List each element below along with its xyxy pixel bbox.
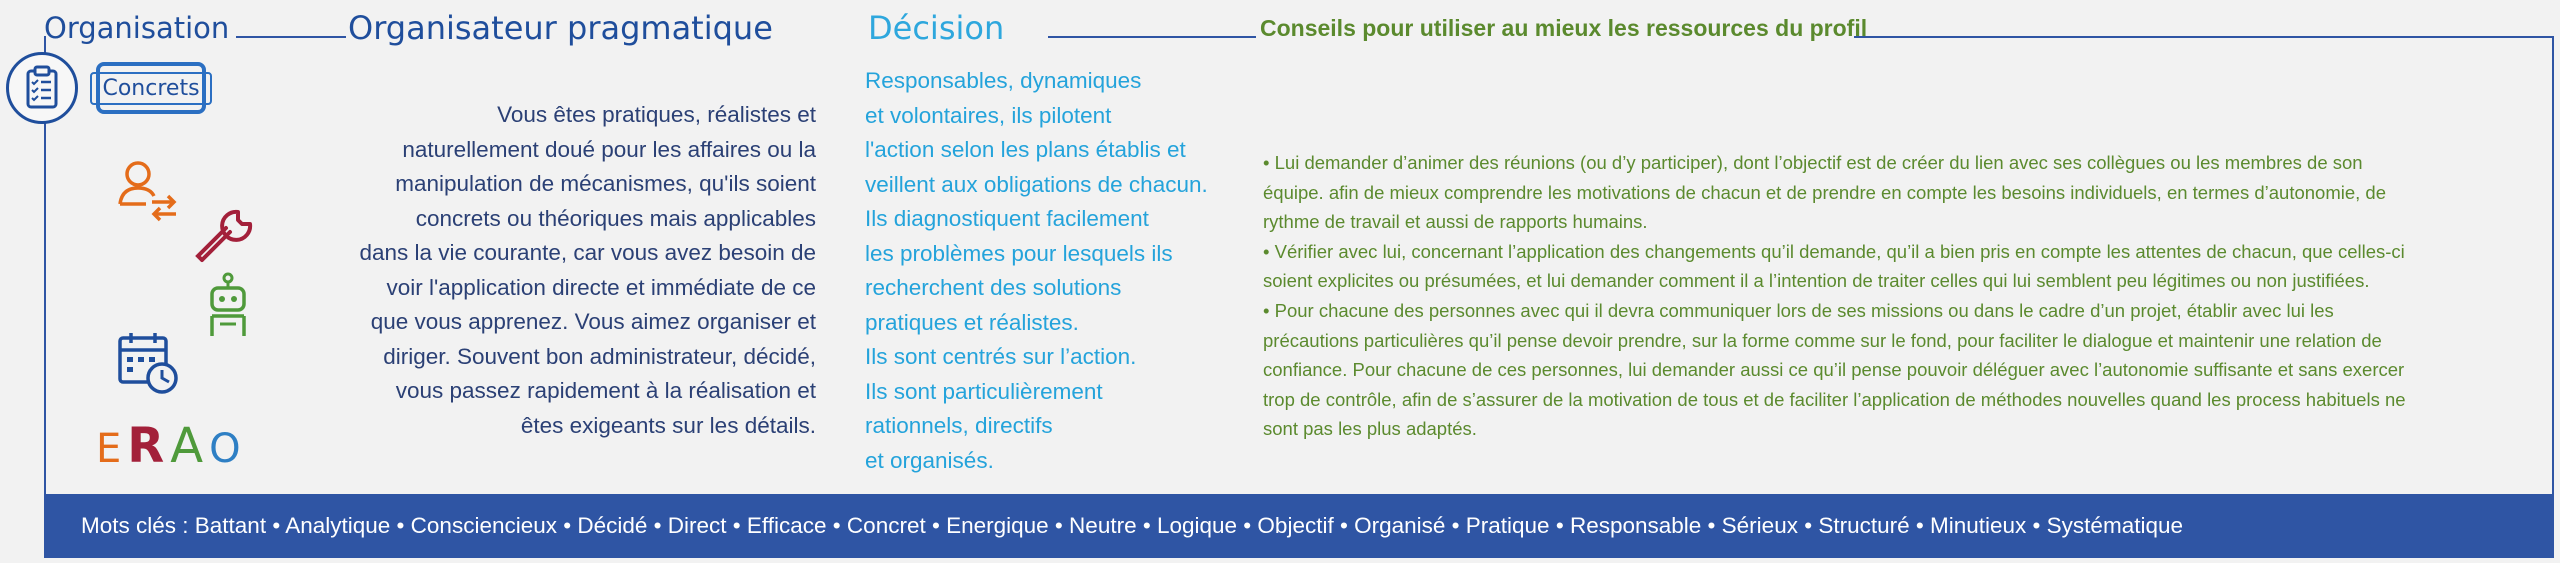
erao-letter: R — [127, 418, 171, 474]
decision-line: les problèmes pour lesquels ils — [865, 240, 1173, 266]
erao-letter: A — [170, 418, 210, 474]
calendar-clock-icon — [116, 330, 182, 401]
erao-letter: E — [96, 426, 128, 472]
profile-line: diriger. Souvent bon administrateur, décidé, — [383, 343, 816, 369]
header-rule-1 — [236, 36, 346, 38]
profile-line: Vous êtes pratiques, réalistes et — [497, 102, 816, 127]
robot-icon — [196, 272, 260, 347]
clipboard-icon — [6, 52, 78, 124]
decision-line: pratiques et réalistes. — [865, 309, 1079, 335]
decision-line: l'action selon les plans établis et — [865, 137, 1186, 162]
decision-line: rationnels, directifs — [865, 413, 1053, 438]
frame-line-right — [2552, 36, 2554, 558]
erao-logo — [96, 418, 247, 474]
section-title-organisation: Organisation — [44, 11, 230, 45]
profile-type-badge — [96, 62, 206, 114]
wrench-icon — [192, 200, 262, 275]
tip-line: • Lui demander d’animer des réunions (ou d’y participer), dont l’objectif est de créer du lien avec ses collègues ou les membres de son — [1263, 152, 2363, 173]
tip-line: trop de contrôle, afin de s’assurer de la motivation de tous et de faciliter l’application de méthodes nouvelles quand les process habituels ne — [1263, 388, 2406, 410]
decision-line: Ils diagnostiquent facilement — [865, 206, 1149, 231]
profile-line: que vous apprenez. Vous aimez organiser et — [370, 309, 816, 334]
tips-list — [1263, 148, 2503, 444]
profile-description — [336, 98, 816, 443]
tip-line: • Vérifier avec lui, concernant l’application des changements qu’il demande, qu’il a bien pris en compte les attentes de chacun, que celles-ci — [1263, 240, 2405, 262]
decision-line: veillent aux obligations de chacun. — [865, 171, 1208, 197]
tip-line: précautions particulières qu’il pense devoir prendre, sur la forme comme sur le fond, pour faciliter le dialogue et maintenir une relation de — [1263, 329, 2382, 351]
keywords-text: Mots clés : Battant • Analytique • Consciencieux • Décidé • Direct • Efficace • Concret • Energique • Neutre • Logique • Objectif • Organisé • Pratique • Responsable • Sérieux • Structuré • Minutieux • Systématique — [81, 513, 2183, 538]
tip-line: • Pour chacune des personnes avec qui il devra communiquer lors de ses missions ou dans le cadre d’un projet, établir avec lui les — [1263, 299, 2334, 321]
tip-line: soient explicites ou présumées, et lui demander comment il a l’intention de traiter celles qui lui semblent peu légitimes ou non justifiées. — [1263, 270, 2370, 292]
decision-line: et organisés. — [865, 447, 994, 473]
profile-line: naturellement doué pour les affaires ou la — [402, 136, 816, 162]
tip-line: sont pas les plus adaptés. — [1263, 418, 1477, 440]
header-rule-3 — [1854, 36, 2554, 38]
decision-line: Ils sont particulièrement — [865, 378, 1103, 404]
decision-line: Ils sont centrés sur l’action. — [865, 344, 1137, 369]
profile-line: concrets ou théoriques mais applicables — [415, 205, 816, 231]
keywords-bar — [45, 494, 2553, 558]
decision-description — [865, 64, 1265, 478]
header-rule-2 — [1048, 36, 1256, 38]
profile-title: Organisateur pragmatique — [348, 9, 773, 47]
decision-line: et volontaires, ils pilotent — [865, 102, 1112, 128]
erao-letter: O — [209, 426, 247, 472]
person-exchange-icon — [114, 158, 182, 227]
profile-line: dans la vie courante, car vous avez besoin de — [359, 240, 816, 265]
section-title-tips: Conseils pour utiliser au mieux les ressources du profil — [1260, 15, 1868, 41]
profile-line: voir l'application directe et immédiate de ce — [386, 274, 816, 300]
tip-line: confiance. Pour chacune de ces personnes, lui demander aussi ce qu’il pense pouvoir déléguer avec l’autonomie suffisante et sans exercer — [1263, 359, 2405, 381]
section-title-decision: Décision — [868, 9, 1005, 47]
profile-type-label: Concrets — [90, 72, 211, 105]
profile-line: êtes exigeants sur les détails. — [520, 412, 816, 438]
decision-line: recherchent des solutions — [865, 275, 1122, 300]
profile-line: manipulation de mécanismes, qu'ils soient — [395, 171, 816, 196]
decision-line: Responsables, dynamiques — [865, 68, 1142, 93]
tip-line: rythme de travail et aussi de rapports humains. — [1263, 211, 1648, 233]
profile-line: vous passez rapidement à la réalisation et — [395, 378, 816, 403]
tip-line: équipe. afin de mieux comprendre les motivations de chacun et de prendre en compte les besoins individuels, en termes d’autonomie, de — [1263, 181, 2386, 203]
